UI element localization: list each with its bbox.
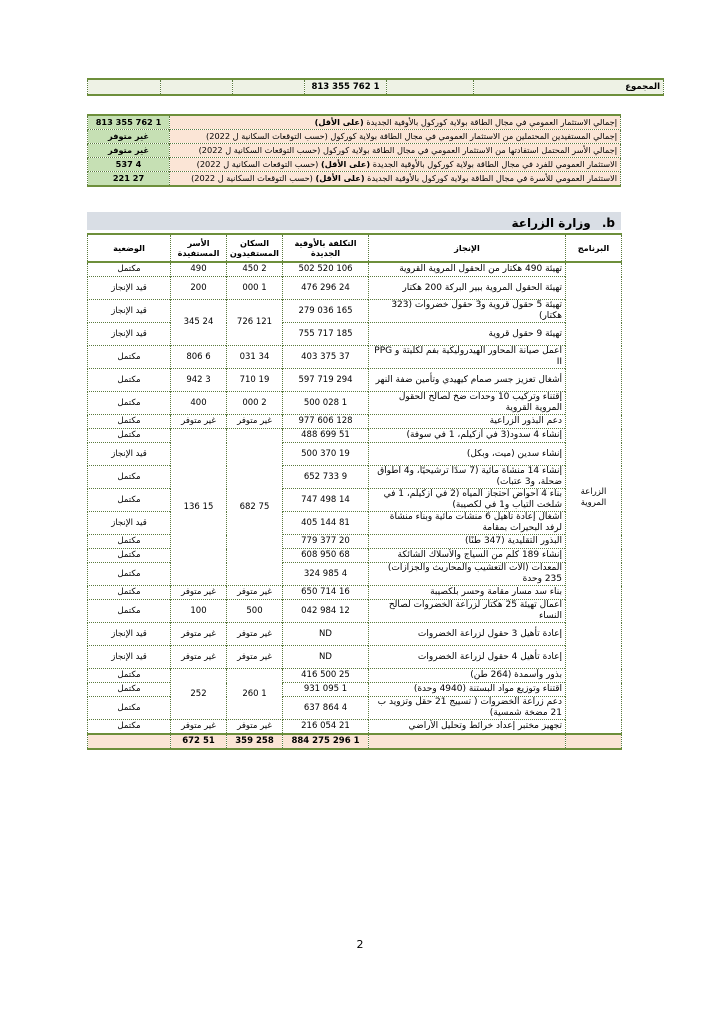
achievement-cell: تهيئة 490 هكتار من الحقول المروية القروية <box>369 262 566 277</box>
status-cell: مكتمل <box>88 346 171 369</box>
table-row <box>88 369 622 392</box>
achievement-cell: دعم زراعة الخضروات ( تسييج 21 حقل وتزويد ب 21 مضخة شمسية) <box>369 697 566 720</box>
summary-label <box>170 130 621 144</box>
header-achievement: الإنجاز <box>369 234 566 262</box>
households-cell: 3 942 <box>171 369 227 392</box>
table-row <box>88 429 622 443</box>
table-row <box>88 489 622 512</box>
cost-cell: 14 498 747 <box>283 489 369 512</box>
table-row <box>88 586 622 600</box>
status-cell: قيد الإنجاز <box>88 646 171 669</box>
table-row <box>88 683 622 697</box>
summary-row <box>88 158 621 172</box>
population-cell: 1 260 <box>227 669 283 720</box>
population-cell: 2 000 <box>227 392 283 415</box>
table-row <box>88 300 622 323</box>
page-number: 2 <box>356 938 364 951</box>
achievement-cell: إعادة تأهيل 3 حقول لزراعة الخضروات <box>369 623 566 646</box>
cost-cell: 24 296 476 <box>283 277 369 300</box>
table-row <box>88 600 622 623</box>
cost-cell: 19 370 500 <box>283 443 369 466</box>
totals-empty-achievement <box>369 734 566 749</box>
summary-label-text: إجمالي الاستثمار العمومي في مجال الطاقة بولاية كوركول بالأوفية الجديدة <box>363 117 617 127</box>
achievement-cell: أشغال تعزيز جسر صمام كيهيدي وتأمين ضفة النهر <box>369 369 566 392</box>
households-cell: 24 345 <box>171 300 227 346</box>
achievement-cell: أعمال تهيئة 25 هكتار لزراعة الخضروات لصالح النساء <box>369 600 566 623</box>
totals-empty-program <box>566 734 622 749</box>
total-population-cell: 258 359 <box>227 734 283 749</box>
grand-total-table <box>87 78 664 96</box>
achievement-cell: إنشاء 4 سدود(3 في أزكيلم، 1 في سوفة) <box>369 429 566 443</box>
achievement-cell: إعادة تأهيل 4 حقول لزراعة الخضروات <box>369 646 566 669</box>
table-row <box>88 720 622 735</box>
achievement-cell: أشغال إعادة تأهيل 6 منشات مائية وبناء منشأة لرفد البحيرات بمقامة <box>369 512 566 535</box>
status-cell: مكتمل <box>88 549 171 563</box>
status-cell: مكتمل <box>88 683 171 697</box>
cost-cell: 68 950 608 <box>283 549 369 563</box>
summary-row <box>88 144 621 158</box>
summary-value: 4 537 <box>88 158 170 172</box>
households-cell: غير متوفر <box>171 646 227 669</box>
header-population: السكان المستفيدون <box>227 234 283 262</box>
status-cell: مكتمل <box>88 262 171 277</box>
summary-value: 1 762 355 813 <box>88 115 170 130</box>
table-row <box>88 623 622 646</box>
households-cell: 6 806 <box>171 346 227 369</box>
status-cell: قيد الإنجاز <box>88 323 171 346</box>
households-cell: 400 <box>171 392 227 415</box>
population-cell: غير متوفر <box>227 646 283 669</box>
program-cell: الزراعة المروية <box>566 262 622 734</box>
table-row <box>88 535 622 549</box>
summary-value: غير متوفر <box>88 130 170 144</box>
population-cell: 2 450 <box>227 262 283 277</box>
table-row <box>88 563 622 586</box>
population-cell: 121 726 <box>227 300 283 346</box>
cost-cell: 37 375 403 <box>283 346 369 369</box>
achievement-cell: اقتناء وتوزيع مواد البستنة (4940 وحدة) <box>369 683 566 697</box>
status-cell: قيد الإنجاز <box>88 277 171 300</box>
achievement-cell: بناء سد مسار مقامة وحسر بلكصيبة <box>369 586 566 600</box>
cost-cell: 128 606 977 <box>283 415 369 429</box>
achievement-cell: المعدات (آلات التعشيب والمحاريث والجزازات) 235 وحدة <box>369 563 566 586</box>
achievement-cell: تهيئة الحقول المروية ببير البركة 200 هكتار <box>369 277 566 300</box>
summary-label <box>170 115 621 130</box>
grand-total-value: 1 762 355 813 <box>305 79 387 95</box>
status-cell: مكتمل <box>88 697 171 720</box>
achievement-cell: إنشاء سدين (ميت، وبكل) <box>369 443 566 466</box>
status-cell: مكتمل <box>88 563 171 586</box>
cost-cell: ND <box>283 646 369 669</box>
header-cost: التكلفة بالأوقية الجديدة <box>283 234 369 262</box>
status-cell: مكتمل <box>88 489 171 512</box>
table-row <box>88 415 622 429</box>
table-row <box>88 646 622 669</box>
table-row <box>88 549 622 563</box>
agriculture-projects-table <box>87 233 622 750</box>
summary-label <box>170 172 621 187</box>
achievement-cell: بناء 4 أحواض احتجاز المياه (2 في أزكيلم، 1 في شلخت التياب و1 في لكصيبة) <box>369 489 566 512</box>
total-households-cell: 51 672 <box>171 734 227 749</box>
grand-total-row <box>88 79 664 95</box>
achievement-cell: بذور وأسمدة (264 طن) <box>369 669 566 683</box>
households-cell: غير متوفر <box>171 586 227 600</box>
population-cell: 34 031 <box>227 346 283 369</box>
cost-cell: 51 699 488 <box>283 429 369 443</box>
status-cell: مكتمل <box>88 415 171 429</box>
section-letter: b. <box>601 216 615 230</box>
status-cell: مكتمل <box>88 466 171 489</box>
cost-cell: 1 095 931 <box>283 683 369 697</box>
table-row <box>88 512 622 535</box>
households-cell: غير متوفر <box>171 720 227 735</box>
population-cell: 500 <box>227 600 283 623</box>
households-cell: 15 136 <box>171 429 227 586</box>
header-program: البرنامج <box>566 234 622 262</box>
summary-label-emphasis: (على الأقل) <box>315 173 365 183</box>
cost-cell: 9 733 652 <box>283 466 369 489</box>
cost-cell: 165 036 279 <box>283 300 369 323</box>
households-cell: غير متوفر <box>171 415 227 429</box>
header-status: الوضعية <box>88 234 171 262</box>
table-row <box>88 466 622 489</box>
population-cell: 19 710 <box>227 369 283 392</box>
cost-cell: 106 520 502 <box>283 262 369 277</box>
summary-label <box>170 158 621 172</box>
cost-cell: 25 500 416 <box>283 669 369 683</box>
status-cell: مكتمل <box>88 669 171 683</box>
population-cell: 75 682 <box>227 429 283 586</box>
status-cell: قيد الإنجاز <box>88 300 171 323</box>
summary-row <box>88 130 621 144</box>
energy-summary-table <box>87 114 621 187</box>
cost-cell: ND <box>283 623 369 646</box>
cost-cell: 4 864 637 <box>283 697 369 720</box>
population-cell: غير متوفر <box>227 586 283 600</box>
population-cell: غير متوفر <box>227 720 283 735</box>
achievement-cell: تهيئة 9 حقول قروية <box>369 323 566 346</box>
population-cell: غير متوفر <box>227 415 283 429</box>
achievement-cell: البذور التقليدية (347 طنًا) <box>369 535 566 549</box>
totals-empty-status <box>88 734 171 749</box>
status-cell: قيد الإنجاز <box>88 443 171 466</box>
status-cell: مكتمل <box>88 392 171 415</box>
households-cell: 200 <box>171 277 227 300</box>
status-cell: مكتمل <box>88 586 171 600</box>
table-row <box>88 346 622 369</box>
households-cell: 490 <box>171 262 227 277</box>
population-cell: 1 000 <box>227 277 283 300</box>
achievement-cell: أعمل صيانة المحاور الهيدروليكية بفم لكليتة و PPG II <box>369 346 566 369</box>
section-title: وزارة الزراعة <box>511 216 591 230</box>
status-cell: مكتمل <box>88 600 171 623</box>
summary-label-suffix: (حسب التوقعات السكانية ل 2022) <box>191 173 316 183</box>
summary-label-text: إجمالي الأسر المحتمل استفادتها من الاستثمار العمومي في مجال الطاقة بولاية كوركول (حسب التوقعات السكانية ل 2022) <box>198 145 617 155</box>
header-households: الأسر المستفيدة <box>171 234 227 262</box>
achievement-cell: تجهيز مختبر إعداد خرائط وتحليل الأراضي <box>369 720 566 735</box>
table-row <box>88 323 622 346</box>
cost-cell: 4 985 324 <box>283 563 369 586</box>
cost-cell: 185 717 755 <box>283 323 369 346</box>
achievement-cell: إنشاء 189 كلم من السياج والأسلاك الشائكة <box>369 549 566 563</box>
status-cell: مكتمل <box>88 720 171 735</box>
summary-label-suffix: (حسب التوقعات السكانية ل 2022) <box>196 159 321 169</box>
households-cell: 252 <box>171 669 227 720</box>
cost-cell: 16 714 650 <box>283 586 369 600</box>
households-cell: 100 <box>171 600 227 623</box>
summary-label-emphasis: (على الأقل) <box>314 117 364 127</box>
status-cell: مكتمل <box>88 369 171 392</box>
population-cell: غير متوفر <box>227 623 283 646</box>
status-cell: قيد الإنجاز <box>88 512 171 535</box>
summary-label-emphasis: (على الأقل) <box>320 159 371 169</box>
table-row <box>88 392 622 415</box>
achievement-cell: تهيئة 5 حقول قروية و3 حقول خضروات (323 هكتار) <box>369 300 566 323</box>
summary-value: غير متوفر <box>88 144 170 158</box>
table-row <box>88 669 622 683</box>
cost-cell: 294 719 597 <box>283 369 369 392</box>
achievement-cell: إقتناء وتركيب 10 وحدات ضخ لصالح الحقول المروية القروية <box>369 392 566 415</box>
table-row <box>88 697 622 720</box>
cost-cell: 81 144 405 <box>283 512 369 535</box>
cost-cell: 1 028 500 <box>283 392 369 415</box>
cost-cell: 21 054 216 <box>283 720 369 735</box>
grand-total-label: المجموع <box>474 79 664 95</box>
achievement-cell: إنشاء 14 منشأة مائية (7 سدًا ترشيحيًا، و4 أطواق ضحلة، و3 عتبات) <box>369 466 566 489</box>
table-row <box>88 277 622 300</box>
cost-cell: 20 377 779 <box>283 535 369 549</box>
cost-cell: 12 984 042 <box>283 600 369 623</box>
table-row <box>88 443 622 466</box>
summary-label-text: إجمالي المستفيدين المحتملين من الاستثمار العمومي في مجال الطاقة بولاية كوركول (حسب التوقعات السكانية ل 2022) <box>206 131 617 141</box>
achievement-cell: دعم البذور الزراعية <box>369 415 566 429</box>
summary-row <box>88 172 621 187</box>
totals-row <box>88 734 622 749</box>
table-header-row <box>88 234 622 262</box>
summary-label <box>170 144 621 158</box>
summary-label-text: الاستثمار العمومي للأسرة في مجال الطاقة بولاية كوركول بالأوقية الجديدة <box>364 173 617 183</box>
total-cost-cell: 1 296 275 884 <box>283 734 369 749</box>
section-heading <box>87 212 621 230</box>
summary-row <box>88 115 621 130</box>
status-cell: قيد الإنجاز <box>88 623 171 646</box>
status-cell: مكتمل <box>88 535 171 549</box>
households-cell: غير متوفر <box>171 623 227 646</box>
summary-label-text: الاستثمار العمومي للفرد في مجال الطاقة بولاية كوركول بالأوقية الجديدة <box>370 159 617 169</box>
summary-value: 27 221 <box>88 172 170 187</box>
table-row <box>88 262 622 277</box>
status-cell: مكتمل <box>88 429 171 443</box>
